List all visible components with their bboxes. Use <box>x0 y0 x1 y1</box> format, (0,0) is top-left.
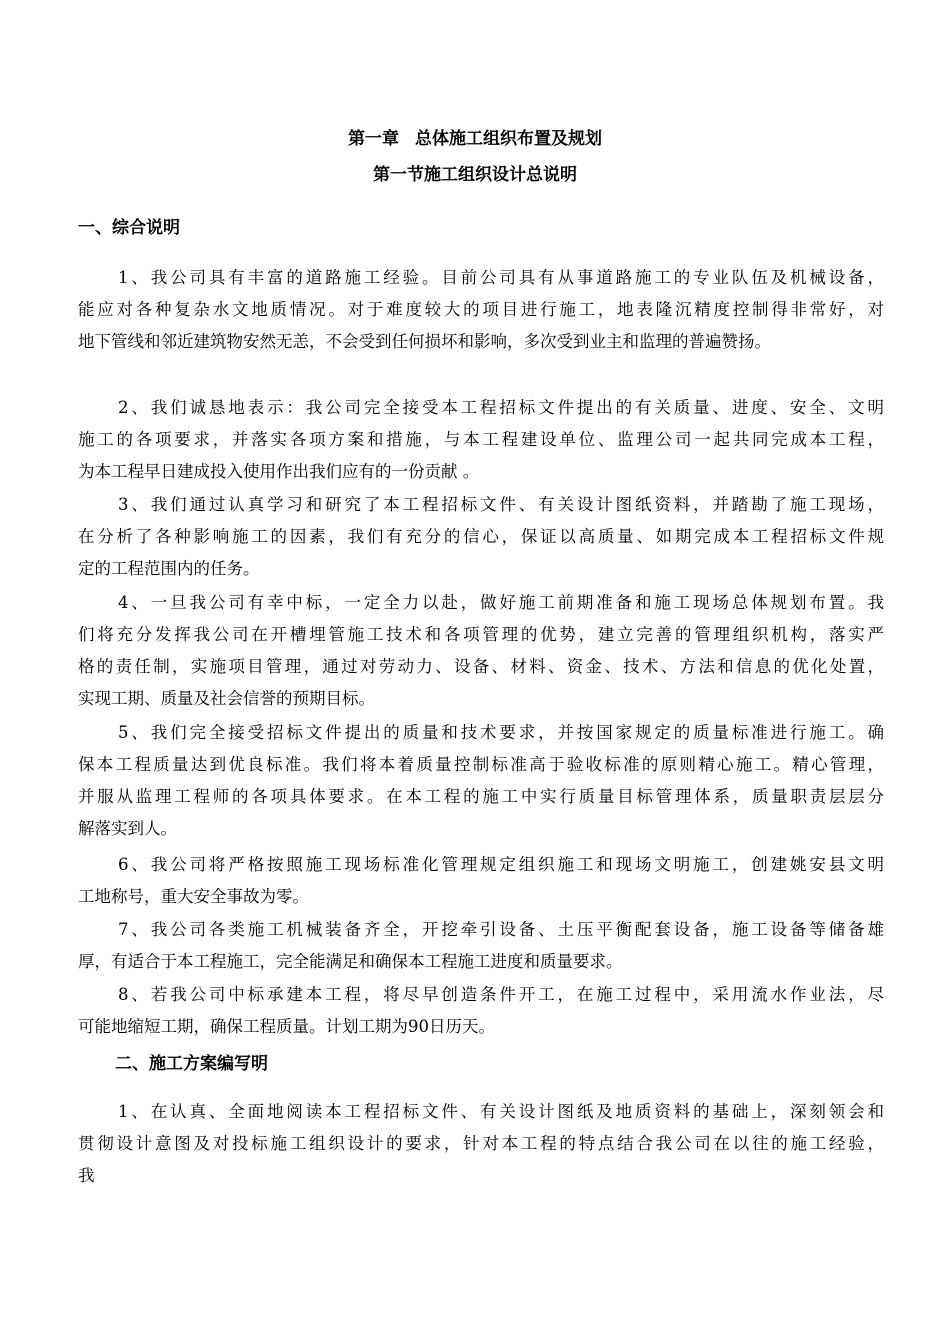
paragraph-6 <box>78 849 884 913</box>
paragraph-line: 保本工程质量达到优良标准。我们将本着质量控制标准高于验收标准的原则精心施工。精心管理， <box>78 755 884 774</box>
paragraph-line: 1、我公司具有丰富的道路施工经验。目前公司具有从事道路施工的专业队伍及机械设备， <box>118 268 884 287</box>
paragraph-line: 我 <box>78 1166 95 1185</box>
chapter-title <box>0 127 950 151</box>
paragraph-line: 贯彻设计意图及对投标施工组织设计的要求，针对本工程的特点结合我公司在以往的施工经验， <box>78 1134 884 1153</box>
paragraph-line: 工地称号，重大安全事故为零。 <box>78 887 309 906</box>
paragraph-line: 4、一旦我公司有幸中标，一定全力以赴，做好施工前期准备和施工现场总体规划布置。我 <box>118 593 884 612</box>
paragraph-line: 地下管线和邻近建筑物安然无恙，不会受到任何损坏和影响，多次受到业主和监理的普遍赞扬。 <box>78 332 771 351</box>
heading-general-description: 一、综合说明 <box>78 218 180 238</box>
paragraph-7 <box>78 914 884 978</box>
paragraph-line: 施工的各项要求，并落实各项方案和措施，与本工程建设单位、监理公司一起共同完成本工程， <box>78 430 884 449</box>
paragraph-2 <box>78 392 884 488</box>
heading-construction-plan: 二、施工方案编写明 <box>115 1054 268 1074</box>
paragraph-line: 3、我们通过认真学习和研究了本工程招标文件、有关设计图纸资料，并踏勘了施工现场， <box>118 495 884 514</box>
paragraph-line: 并服从监理工程师的各项具体要求。在本工程的施工中实行质量目标管理体系，质量职责层层分 <box>78 787 884 806</box>
paragraph-line: 实现工期、质量及社会信誉的预期目标。 <box>78 689 375 708</box>
paragraph-1 <box>78 262 884 358</box>
chapter-number: 第一章 <box>348 129 399 149</box>
paragraph-line: 2、我们诚恳地表示：我公司完全接受本工程招标文件提出的有关质量、进度、安全、文明 <box>118 398 884 417</box>
paragraph-line: 在分析了各种影响施工的因素，我们有充分的信心，保证以高质量、如期完成本工程招标文件规 <box>78 527 884 546</box>
section-title: 第一节施工组织设计总说明 <box>373 165 577 185</box>
paragraph-line: 解落实到人。 <box>78 819 177 838</box>
paragraph-4 <box>78 587 884 715</box>
paragraph-5 <box>78 717 884 845</box>
paragraph-9 <box>78 1096 884 1192</box>
paragraph-line: 7、我公司各类施工机械装备齐全，开挖牵引设备、土压平衡配套设备，施工设备等储备雄 <box>118 920 884 939</box>
paragraph-line: 能应对各种复杂水文地质情况。对于难度较大的项目进行施工，地表隆沉精度控制得非常好，对 <box>78 300 884 319</box>
paragraph-line: 1、在认真、全面地阅读本工程招标文件、有关设计图纸及地质资料的基础上，深刻领会和 <box>118 1102 884 1121</box>
paragraph-line: 格的责任制，实施项目管理，通过对劳动力、设备、材料、资金、技术、方法和信息的优化处置， <box>78 657 884 676</box>
paragraph-line: 定的工程范围内的任务。 <box>78 559 260 578</box>
paragraph-line: 可能地缩短工期，确保工程质量。计划工期为90日历天。 <box>78 1017 495 1036</box>
paragraph-line: 8、若我公司中标承建本工程，将尽早创造条件开工，在施工过程中，采用流水作业法，尽 <box>118 985 884 1004</box>
paragraph-line: 为本工程早日建成投入使用作出我们应有的一份贡献 。 <box>78 462 480 481</box>
paragraph-line: 们将充分发挥我公司在开槽埋管施工技术和各项管理的优势，建立完善的管理组织机构，落实严 <box>78 625 884 644</box>
chapter-name: 总体施工组织布置及规划 <box>415 129 602 149</box>
paragraph-3 <box>78 489 884 585</box>
paragraph-line: 6、我公司将严格按照施工现场标准化管理规定组织施工和现场文明施工，创建姚安县文明 <box>118 855 884 874</box>
paragraph-line: 厚，有适合于本工程施工，完全能满足和确保本工程施工进度和质量要求。 <box>78 952 623 971</box>
paragraph-line: 5、我们完全接受招标文件提出的质量和技术要求，并按国家规定的质量标准进行施工。确 <box>118 723 884 742</box>
paragraph-8 <box>78 979 884 1043</box>
